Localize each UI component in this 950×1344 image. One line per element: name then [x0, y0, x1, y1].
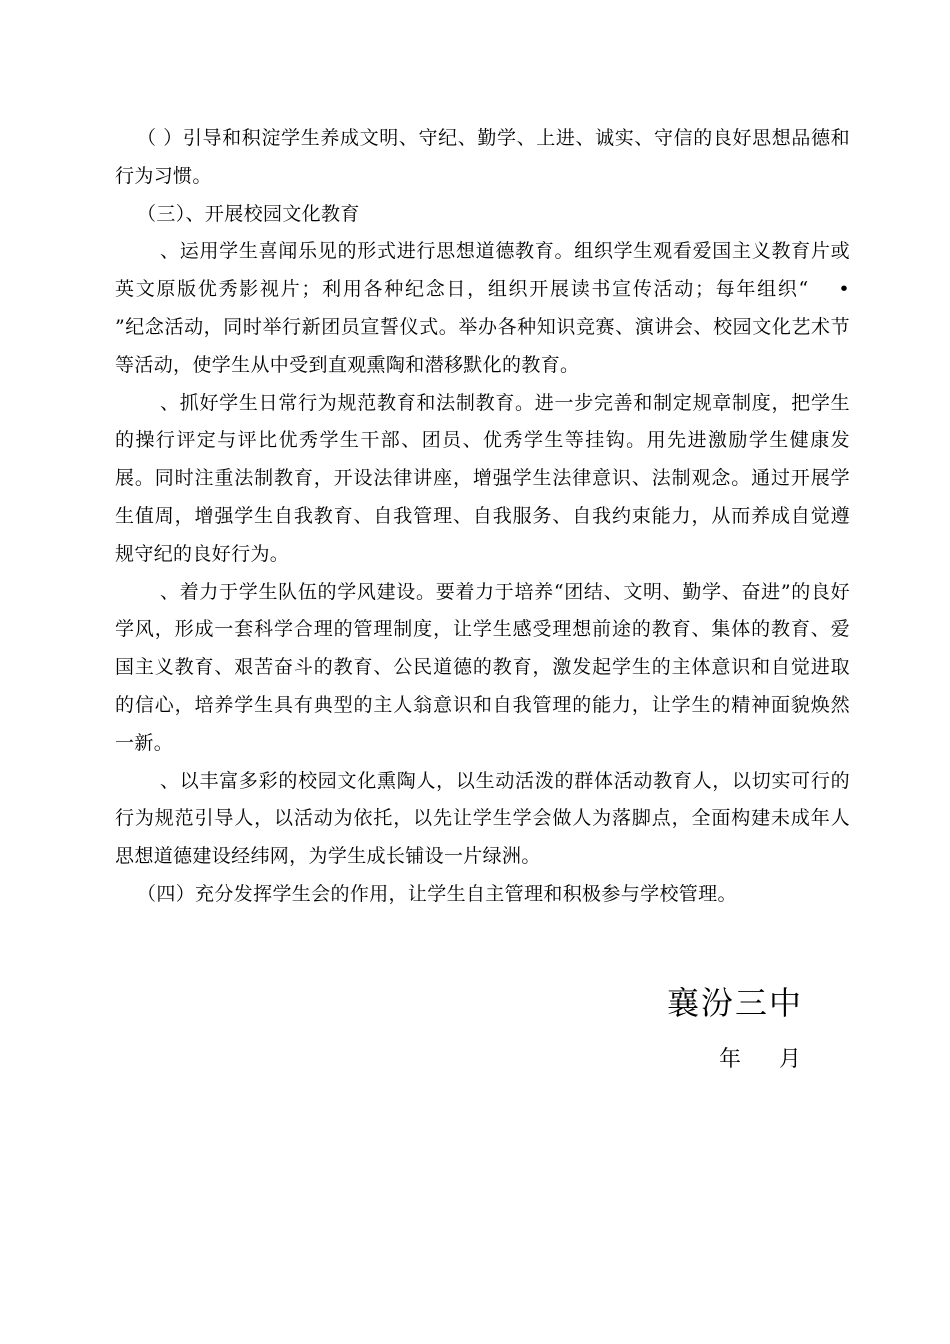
paragraph-study-style: 、着力于学生队伍的学风建设。要着力于培养“团结、文明、勤学、奋进”的良好学风，形成一套科学合理的管理制度，让学生感受理想前途的教育、集体的教育、爱国主义教育、艰苦奋斗的教育、公民道德的教育，激发起学生的主体意识和自觉进取的信心，培养学生具有典型的主人翁意识和自我管理的能力，让学生的精神面貌焕然一新。: [115, 580, 850, 754]
paragraph-behavior-legal-education: 、抓好学生日常行为规范教育和法制教育。进一步完善和制定规章制度，把学生的操行评定与评比优秀学生干部、团员、优秀学生等挂钩。用先进激励学生健康发展。同时注重法制教育，开设法律讲座，增强学生法律意识、法制观念。通过开展学生值周，增强学生自我教育、自我管理、自我服务、自我约束能力，从而养成自觉遵规守纪的良好行为。: [115, 391, 850, 565]
date-year: 年: [719, 1047, 742, 1072]
date-line: [719, 1043, 801, 1077]
section-heading-campus-culture: （三）、开展校园文化教育: [137, 202, 360, 225]
paragraph-campus-culture: 、以丰富多彩的校园文化熏陶人，以生动活泼的群体活动教育人，以切实可行的行为规范引导人，以活动为依托，以先让学生学会做人为落脚点，全面构建未成年人思想道德建设经纬网，为学生成长铺设一片绿洲。: [115, 769, 850, 868]
section-heading-student-union: （四）充分发挥学生会的作用，让学生自主管理和积极参与学校管理。: [137, 882, 737, 905]
date-month: 月: [779, 1047, 802, 1072]
paragraph-habits: （ ）引导和积淀学生养成文明、守纪、勤学、上进、诚实、守信的良好思想品德和行为习惯。: [115, 127, 850, 187]
paragraph-moral-education: 、运用学生喜闻乐见的形式进行思想道德教育。组织学生观看爱国主义教育片或英文原版优秀影视片；利用各种纪念日，组织开展读书宣传活动；每年组织“ • ”纪念活动，同时举行新团员宣誓仪式。举办各种知识竞赛、演讲会、校园文化艺术节等活动，使学生从中受到直观熏陶和潜移默化的教育。: [115, 240, 876, 376]
school-signature: 襄汾三中: [667, 984, 804, 1022]
document-body: [115, 120, 876, 914]
